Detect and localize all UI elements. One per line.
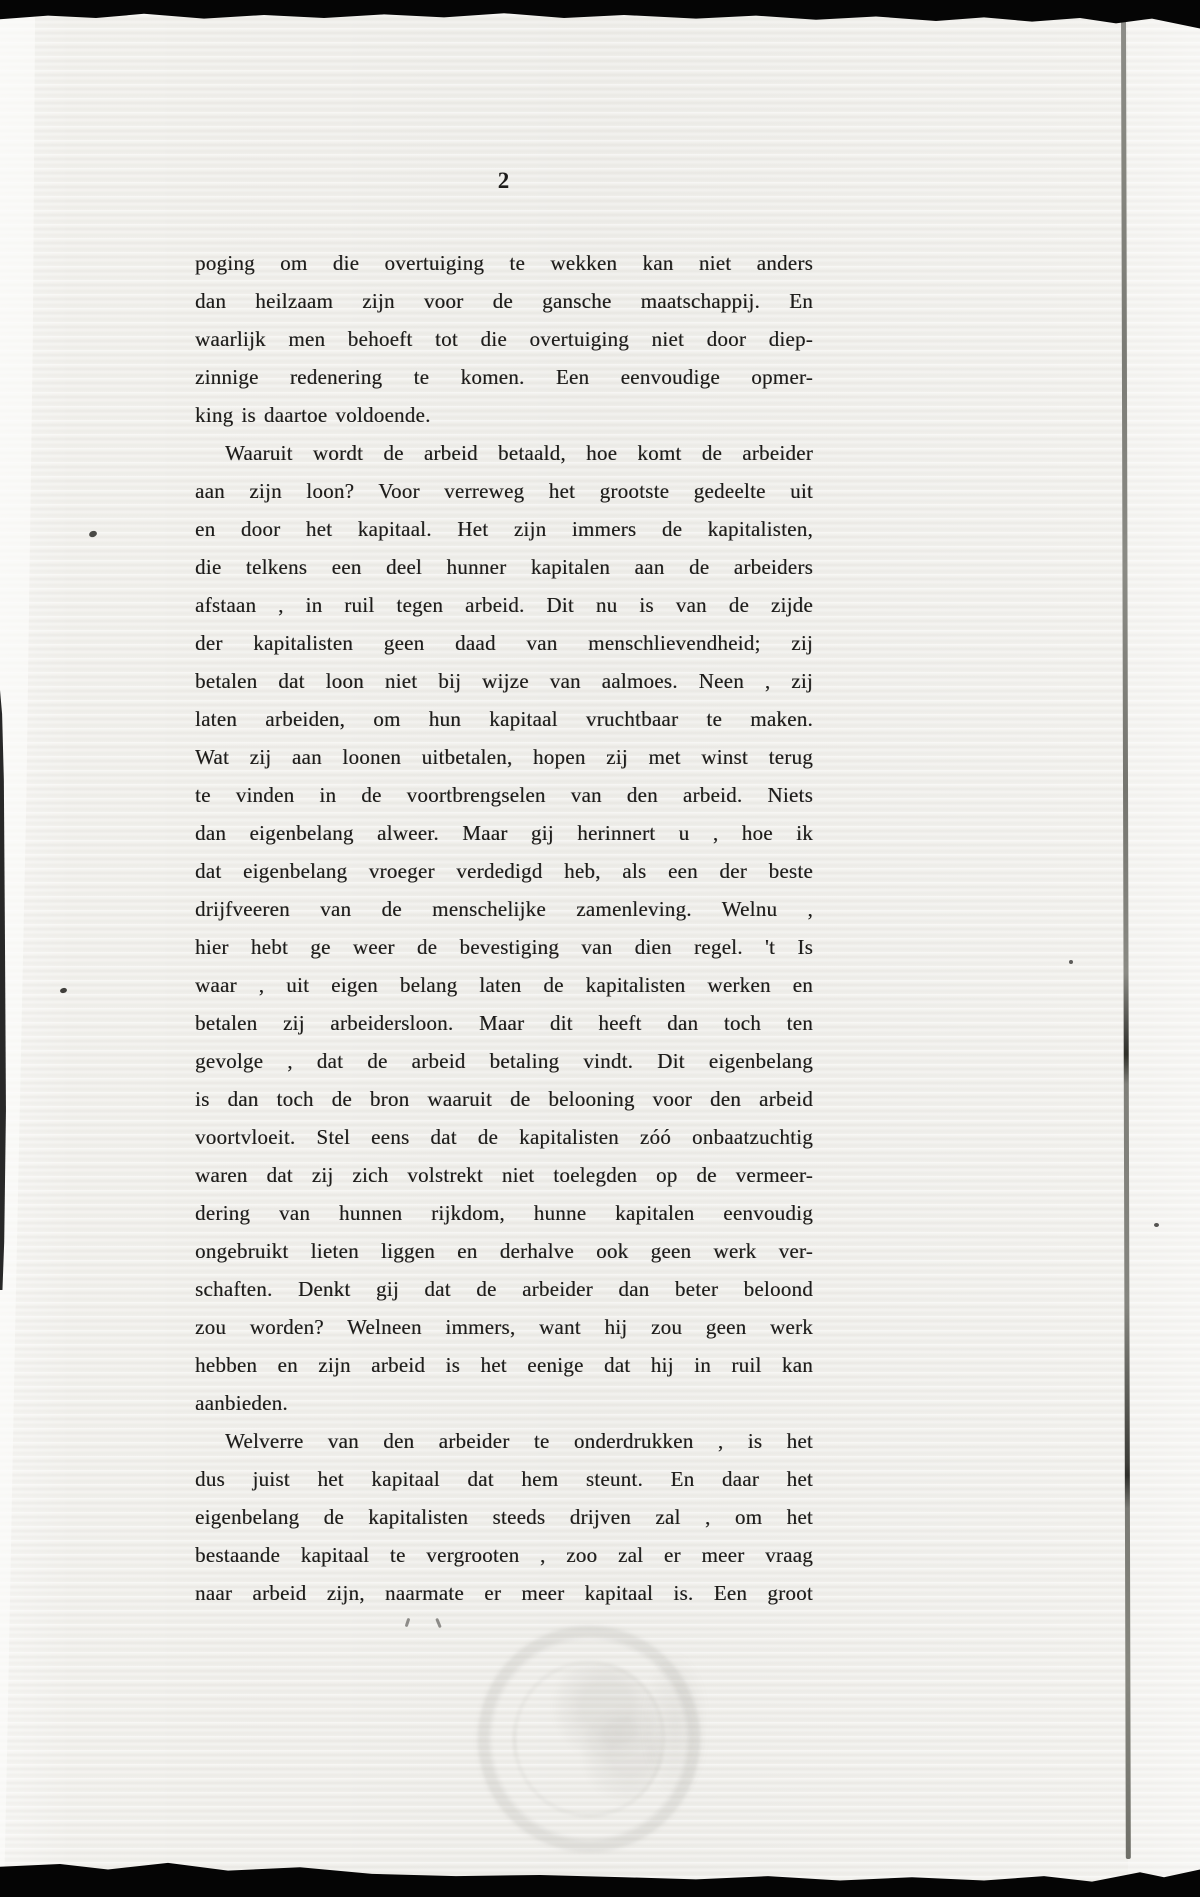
text-line: betalen dat loon niet bij wijze van aalmoes. Neen , zij bbox=[195, 669, 813, 693]
text-line: waren dat zij zich volstrekt niet toelegden op de vermeer- bbox=[195, 1163, 813, 1187]
ink-speck bbox=[88, 530, 98, 538]
stamp-smudge bbox=[640, 1650, 710, 1800]
ink-speck bbox=[1154, 1223, 1159, 1227]
pencil-mark bbox=[405, 1618, 411, 1627]
text-line: king is daartoe voldoende. bbox=[195, 403, 431, 427]
text-line: dan heilzaam zijn voor de gansche maatschappij. En bbox=[195, 289, 813, 313]
text-line: Welverre van den arbeider te onderdrukken , is het bbox=[225, 1429, 813, 1453]
text-line: waar , uit eigen belang laten de kapitalisten werken en bbox=[195, 973, 813, 997]
text-line: poging om die overtuiging te wekken kan niet anders bbox=[195, 251, 813, 275]
text-line: Wat zij aan loonen uitbetalen, hopen zij met winst terug bbox=[195, 745, 813, 769]
text-line: hier hebt ge weer de bevestiging van dien regel. 't Is bbox=[195, 935, 813, 959]
text-line: dan eigenbelang alweer. Maar gij herinnert u , hoe ik bbox=[195, 821, 813, 845]
text-line: die telkens een deel hunner kapitalen aan de arbeiders bbox=[195, 555, 813, 579]
text-line: betalen zij arbeidersloon. Maar dit heeft dan toch ten bbox=[195, 1011, 813, 1035]
text-line: Waaruit wordt de arbeid betaald, hoe komt de arbeider bbox=[225, 441, 813, 465]
text-line: te vinden in de voortbrengselen van den arbeid. Niets bbox=[195, 783, 813, 807]
scan-edge-top bbox=[0, 0, 1200, 30]
text-line: dus juist het kapitaal dat hem steunt. En daar het bbox=[195, 1467, 813, 1491]
text-line: zou worden? Welneen immers, want hij zou geen werk bbox=[195, 1315, 813, 1339]
text-line: eigenbelang de kapitalisten steeds drijven zal , om het bbox=[195, 1505, 813, 1529]
text-line: der kapitalisten geen daad van menschlievendheid; zij bbox=[195, 631, 813, 655]
text-line: dat eigenbelang vroeger verdedigd heb, als een der beste bbox=[195, 859, 813, 883]
text-line: afstaan , in ruil tegen arbeid. Dit nu is van de zijde bbox=[195, 593, 813, 617]
text-line: waarlijk men behoeft tot die overtuiging niet door diep- bbox=[195, 327, 813, 351]
text-block bbox=[195, 244, 813, 1612]
text-line: naar arbeid zijn, naarmate er meer kapitaal is. Een groot bbox=[195, 1581, 813, 1605]
text-line: drijfveeren van de menschelijke zamenleving. Welnu , bbox=[195, 897, 813, 921]
pencil-mark bbox=[435, 1618, 442, 1628]
text-line: hebben en zijn arbeid is het eenige dat hij in ruil kan bbox=[195, 1353, 813, 1377]
ink-speck bbox=[59, 987, 67, 994]
text-line: gevolge , dat de arbeid betaling vindt. Dit eigenbelang bbox=[195, 1049, 813, 1073]
text-line: aanbieden. bbox=[195, 1391, 288, 1415]
text-line: aan zijn loon? Voor verreweg het grootste gedeelte uit bbox=[195, 479, 813, 503]
page-number: 2 bbox=[497, 168, 511, 193]
text-line: schaften. Denkt gij dat de arbeider dan beter beloond bbox=[195, 1277, 813, 1301]
text-line: bestaande kapitaal te vergrooten , zoo zal er meer vraag bbox=[195, 1543, 813, 1567]
ink-speck bbox=[1069, 960, 1073, 964]
adjacent-page-paper bbox=[1128, 0, 1200, 1897]
text-line: voortvloeit. Stel eens dat de kapitalisten zóó onbaatzuchtig bbox=[195, 1125, 813, 1149]
text-line: en door het kapitaal. Het zijn immers de kapitalisten, bbox=[195, 517, 813, 541]
text-line: ongebruikt lieten liggen en derhalve ook geen werk ver- bbox=[195, 1239, 813, 1263]
text-line: laten arbeiden, om hun kapitaal vruchtbaar te maken. bbox=[195, 707, 813, 731]
text-line: zinnige redenering te komen. Een eenvoudige opmer- bbox=[195, 365, 813, 389]
text-line: is dan toch de bron waaruit de belooning voor den arbeid bbox=[195, 1087, 813, 1111]
scanner-left-paper-edge bbox=[0, 0, 40, 1897]
text-line: dering van hunnen rijkdom, hunne kapitalen eenvoudig bbox=[195, 1201, 813, 1225]
